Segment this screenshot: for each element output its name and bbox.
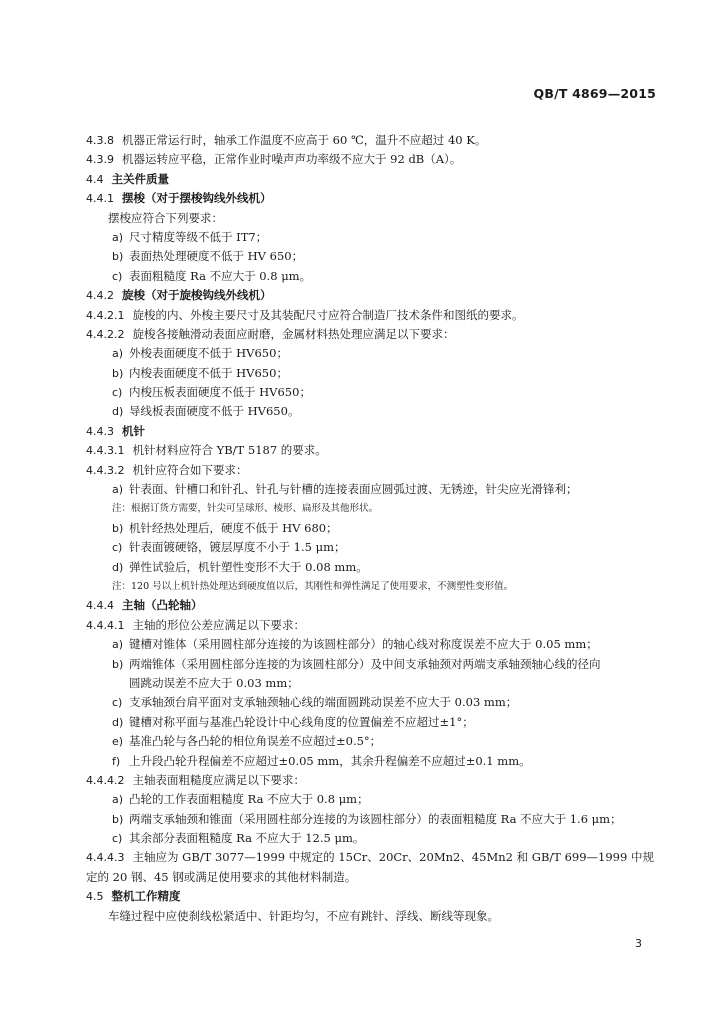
- list-item-text: 针表面、针槽口和针孔、针孔与针槽的连接表面应圆弧过渡、无锈迹，针尖应光滑锋利；: [129, 482, 578, 497]
- text-line: [86, 577, 656, 596]
- list-item-label: e): [112, 735, 124, 749]
- list-item-label: b): [112, 657, 124, 671]
- paragraph-text: 车缝过程中应使刹线松紧适中、针距均匀，不应有跳针、浮线、断线等现象。: [108, 908, 499, 923]
- clause-number: 4.3.9: [86, 153, 114, 167]
- text-line: [86, 868, 656, 887]
- text-line: [86, 635, 656, 654]
- clause-heading: 旋梭（对于旋梭钩线外线机）: [122, 288, 272, 303]
- list-item-label: b): [112, 521, 124, 535]
- list-item-label: b): [112, 366, 124, 380]
- page-number: 3: [635, 937, 642, 950]
- list-item-text: 内梭压板表面硬度不低于 HV650；: [129, 385, 311, 400]
- text-line: [86, 887, 656, 906]
- text-line: [86, 519, 656, 538]
- text-line: [86, 306, 656, 325]
- clause-text: 主轴表面粗糙度应满足以下要求：: [132, 772, 305, 787]
- text-line: [86, 247, 656, 266]
- text-line: [86, 790, 656, 809]
- text-line: [86, 480, 656, 499]
- clause-text: 机针应符合如下要求：: [132, 462, 248, 477]
- text-line: [86, 771, 656, 790]
- paragraph-text: 摆梭应符合下列要求：: [108, 210, 223, 225]
- text-line: [86, 364, 656, 383]
- list-item-text: 键槽对称平面与基准凸轮设计中心线角度的位置偏差不应超过±1°；: [129, 714, 474, 729]
- clause-number: 4.4.3.1: [86, 444, 125, 458]
- list-item-label: c): [112, 269, 123, 283]
- clause-heading: 主关件质量: [111, 171, 169, 186]
- list-item-text: 键槽对锥体（采用圆柱部分连接的为该圆柱部分）的轴心线对称度误差不应大于 0.05 mm；: [129, 637, 598, 652]
- clause-text: 机器正常运行时，轴承工作温度不应高于 60 ℃，温升不应超过 40 K。: [122, 133, 487, 147]
- list-item-text: 表面粗糙度 Ra 不应大于 0.8 μm。: [129, 268, 312, 283]
- clause-number: 4.4.3.2: [86, 463, 125, 477]
- text-line: [86, 344, 656, 363]
- clause-heading: 主轴（凸轮轴）: [122, 598, 203, 613]
- clause-number: 4.4.2: [86, 289, 114, 303]
- clause-number: 4.4.4: [86, 599, 114, 613]
- clause-text: 旋梭各接触滑动表面应耐磨，金属材料热处理应满足以下要求：: [132, 326, 455, 341]
- list-item-label: d): [112, 560, 124, 574]
- list-item-text: 上升段凸轮升程偏差不应超过±0.05 mm，其余升程偏差不应超过±0.1 mm。: [129, 753, 531, 768]
- clause-continuation: 定的 20 钢、45 钢或满足使用要求的其他材料制造。: [86, 869, 357, 884]
- list-item-text: 基准凸轮与各凸轮的相位角误差不应超过±0.5°；: [129, 734, 382, 749]
- list-item-label: d): [112, 715, 124, 729]
- clause-text: 机针材料应符合 YB/T 5187 的要求。: [132, 443, 327, 458]
- list-item-label: c): [112, 696, 123, 710]
- clause-number: 4.4.2.1: [86, 308, 125, 322]
- text-line: [86, 131, 656, 150]
- text-line: [86, 383, 656, 402]
- list-item-text: 尺寸精度等级不低于 IT7；: [129, 229, 268, 244]
- list-item-text: 针表面镀硬铬，镀层厚度不小于 1.5 μm；: [129, 540, 346, 555]
- text-line: [86, 848, 656, 867]
- text-line: [86, 461, 656, 480]
- text-line: [86, 713, 656, 732]
- list-item-label: b): [112, 812, 124, 826]
- standard-code: QB/T 4869—2015: [533, 86, 656, 101]
- clause-text: 机器运转应平稳，正常作业时噪声声功率级不应大于 92 dB（A）。: [122, 152, 462, 167]
- clause-number: 4.4.4.1: [86, 618, 125, 632]
- text-line: [86, 228, 656, 247]
- clause-number: 4.4: [86, 172, 104, 186]
- list-item-text: 凸轮的工作表面粗糙度 Ra 不应大于 0.8 μm；: [129, 792, 369, 807]
- list-item-continuation: 圆跳动误差不应大于 0.03 mm；: [129, 675, 299, 690]
- list-item-text: 内梭表面硬度不低于 HV650；: [129, 365, 288, 380]
- text-line: [86, 558, 656, 577]
- list-item-text: 其余部分表面粗糙度 Ra 不应大于 12.5 μm。: [129, 831, 365, 846]
- text-line: [86, 150, 656, 169]
- clause-text: 旋梭的内、外梭主要尺寸及其装配尺寸应符合制造厂技术条件和图纸的要求。: [132, 307, 524, 322]
- note-text: 注：120 号以上机针热处理达到硬度值以后，其刚性和弹性满足了使用要求，不测塑性变形值。: [112, 580, 514, 592]
- list-item-label: a): [112, 483, 124, 497]
- list-item-text: 弹性试验后，机针塑性变形不大于 0.08 mm。: [129, 559, 368, 574]
- text-line: [86, 189, 656, 208]
- clause-text: 主轴的形位公差应满足以下要求：: [132, 617, 305, 632]
- list-item-label: d): [112, 405, 124, 419]
- list-item-text: 支承轴颈台肩平面对支承轴颈轴心线的端面圆跳动误差不应大于 0.03 mm；: [129, 695, 518, 710]
- text-line: [86, 693, 656, 712]
- clause-heading: 机针: [122, 423, 145, 438]
- note-text: 注：根据订货方需要，针尖可呈球形、棱形、扁形及其他形状。: [112, 503, 379, 515]
- text-line: [86, 441, 656, 460]
- text-line: [86, 810, 656, 829]
- clause-number: 4.3.8: [86, 134, 114, 147]
- text-line: [86, 170, 656, 189]
- clause-number: 4.4.2.2: [86, 327, 125, 341]
- clause-number: 4.4.1: [86, 192, 114, 206]
- list-item-label: a): [112, 793, 124, 807]
- list-item-text: 外梭表面硬度不低于 HV650；: [129, 346, 288, 361]
- list-item-label: c): [112, 832, 123, 846]
- clause-number: 4.4.4.2: [86, 773, 125, 787]
- text-line: [86, 267, 656, 286]
- list-item-text: 两端支承轴颈和锥面（采用圆柱部分连接的为该圆柱部分）的表面粗糙度 Ra 不应大于 1.6 μm；: [129, 811, 622, 826]
- text-line: [86, 616, 656, 635]
- list-item-label: f): [112, 754, 121, 768]
- text-line: [86, 655, 656, 674]
- list-item-text: 两端锥体（采用圆柱部分连接的为该圆柱部分）及中间支承轴颈对两端支承轴颈轴心线的径向: [129, 656, 601, 671]
- list-item-text: 机针经热处理后，硬度不低于 HV 680；: [129, 520, 338, 535]
- text-line: [86, 538, 656, 557]
- text-line: [86, 752, 656, 771]
- list-item-label: b): [112, 250, 124, 264]
- list-item-label: a): [112, 347, 124, 361]
- text-line: [86, 209, 656, 228]
- clause-text: 主轴应为 GB/T 3077—1999 中规定的 15Cr、20Cr、20Mn2、45Mn2 和 GB/T 699—1999 中规: [132, 850, 654, 865]
- text-line: [86, 422, 656, 441]
- clause-heading: 摆梭（对于摆梭钩线外线机）: [122, 191, 272, 206]
- text-line: [86, 907, 656, 926]
- list-item-label: a): [112, 638, 124, 652]
- list-item-text: 表面热处理硬度不低于 HV 650；: [129, 249, 304, 264]
- text-line: [86, 499, 656, 518]
- text-line: [86, 402, 656, 421]
- text-line: [86, 325, 656, 344]
- document-body: [86, 131, 656, 926]
- clause-number: 4.5: [86, 890, 104, 904]
- list-item-label: a): [112, 230, 124, 244]
- list-item-label: c): [112, 541, 123, 555]
- clause-heading: 整机工作精度: [111, 889, 181, 904]
- clause-number: 4.4.3: [86, 424, 114, 438]
- text-line: [86, 732, 656, 751]
- clause-number: 4.4.4.3: [86, 851, 125, 865]
- list-item-text: 导线板表面硬度不低于 HV650。: [129, 404, 300, 419]
- text-line: [86, 829, 656, 848]
- text-line: [86, 596, 656, 615]
- text-line: [86, 674, 656, 693]
- list-item-label: c): [112, 386, 123, 400]
- text-line: [86, 286, 656, 305]
